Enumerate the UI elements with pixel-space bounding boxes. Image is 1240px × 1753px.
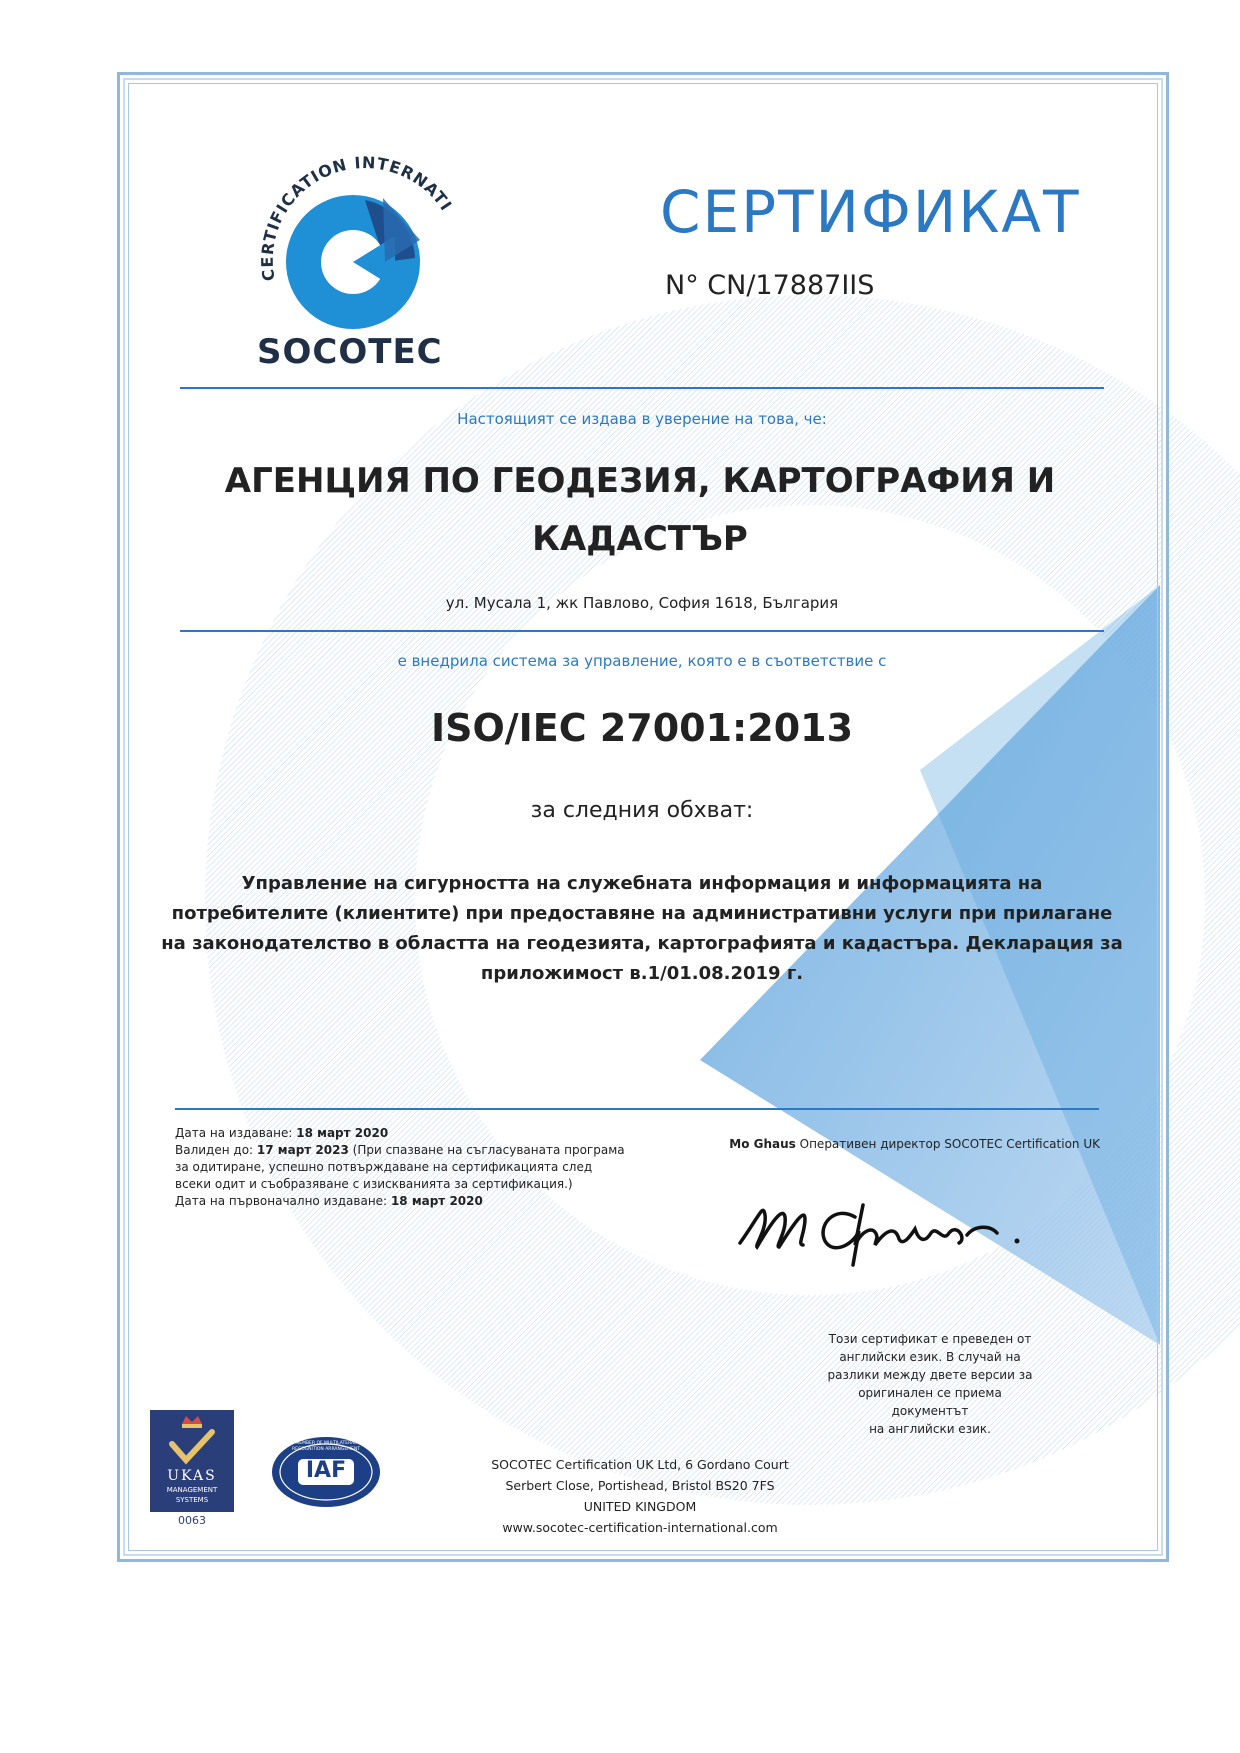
standard-name: ISO/IEC 27001:2013 (430, 706, 854, 750)
crown-tick-icon (150, 1410, 234, 1470)
issue-date (175, 1125, 645, 1142)
scope-line1: Управление на сигурността на служебната информация и информацията на (241, 873, 1043, 894)
issuer-address-line1: SOCOTEC Certification UK Ltd, 6 Gordano Court (491, 1457, 789, 1472)
translation-note-line1: Този сертификат е преведен от (828, 1332, 1032, 1346)
scope-divider (175, 1108, 1099, 1110)
original-issue-date (175, 1193, 645, 1210)
signatory-title: Оперативен директор SOCOTEC Certification UK (799, 1137, 1100, 1151)
iaf-arc-text: MEMBER OF MULTILATERAL RECOGNITION ARRANGEMENT (291, 1441, 360, 1452)
original-issue-label: Дата на първоначално издаване: (175, 1194, 388, 1208)
valid-until-note3: всеки одит и съобразяване с изискванията за сертификация.) (175, 1177, 573, 1191)
signature (735, 1195, 1075, 1275)
scope-text (150, 869, 1134, 989)
compliance-text: е внедрила система за управление, която е в съответствие с (397, 652, 887, 670)
valid-until (175, 1142, 645, 1159)
organization-name-line2: КАДАСТЪР (532, 519, 748, 559)
scope-line2: потребителите (клиентите) при предоставяне на административни услуги при прилагане (171, 903, 1113, 924)
valid-until-value: 17 март 2023 (256, 1143, 349, 1157)
scope-line4: приложимост в.1/01.08.2019 г. (480, 963, 804, 984)
iaf-name: IAF (305, 1458, 347, 1483)
issue-date-label: Дата на издаване: (175, 1126, 293, 1140)
ukas-name: UKAS (167, 1468, 217, 1484)
certificate-title: СЕРТИФИКАТ (660, 178, 1081, 246)
header-divider (180, 387, 1104, 389)
valid-until-note1: (При спазване на съгласуваната програма (352, 1143, 625, 1157)
ukas-badge (150, 1410, 234, 1530)
translation-note-line5: на английски език. (869, 1422, 991, 1436)
organization-name (150, 452, 1130, 568)
socotec-logo (235, 140, 485, 380)
organization-address: ул. Мусала 1, жк Павлово, София 1618, България (445, 594, 839, 612)
issuer-address-line3: UNITED KINGDOM (583, 1499, 697, 1514)
valid-until-note2: за одитиране, успешно потвърждаване на сертификацията след (175, 1160, 593, 1174)
translation-note-line2: английски език. В случай на (839, 1350, 1021, 1364)
ukas-badge-panel (150, 1410, 234, 1512)
scope-heading: за следния обхват: (530, 798, 754, 823)
signatory-name: Mo Ghaus (729, 1137, 796, 1151)
iaf-badge (270, 1435, 382, 1509)
organization-name-line1: АГЕНЦИЯ ПО ГЕОДЕЗИЯ, КАРТОГРАФИЯ И (224, 461, 1056, 501)
original-issue-value: 18 март 2020 (390, 1194, 483, 1208)
scope-line3: на законодателство в областта на геодезията, картографията и кадастъра. Декларация за (161, 933, 1123, 954)
translation-note-line4: оригинален се приема документът (858, 1386, 1002, 1418)
ukas-sub1: MANAGEMENT (166, 1486, 218, 1494)
issuer-website: www.socotec-certification-international.com (502, 1520, 778, 1535)
translation-note (820, 1330, 1040, 1438)
organization-divider (180, 630, 1104, 632)
intro-text: Настоящият се издава в уверение на това, че: (457, 410, 827, 428)
translation-note-line3: разлики между двете версии за (827, 1368, 1033, 1382)
certificate-number: N° CN/17887IIS (665, 270, 875, 301)
svg-text:CERTIFICATION INTERNATIONAL: CERTIFICATION INTERNATI (257, 152, 456, 283)
dates-block (175, 1125, 645, 1210)
valid-until-label: Валиден до: (175, 1143, 254, 1157)
handwritten-signature-icon (735, 1195, 1075, 1275)
signatory (660, 1136, 1100, 1153)
ukas-sub2: SYSTEMS (175, 1496, 209, 1504)
brand-name: SOCOTEC (257, 332, 443, 372)
ukas-number: 0063 (178, 1514, 206, 1527)
issuer-address (440, 1454, 840, 1538)
issuer-address-line2: Serbert Close, Portishead, Bristol BS20 7FS (505, 1478, 775, 1493)
issue-date-value: 18 март 2020 (296, 1126, 389, 1140)
